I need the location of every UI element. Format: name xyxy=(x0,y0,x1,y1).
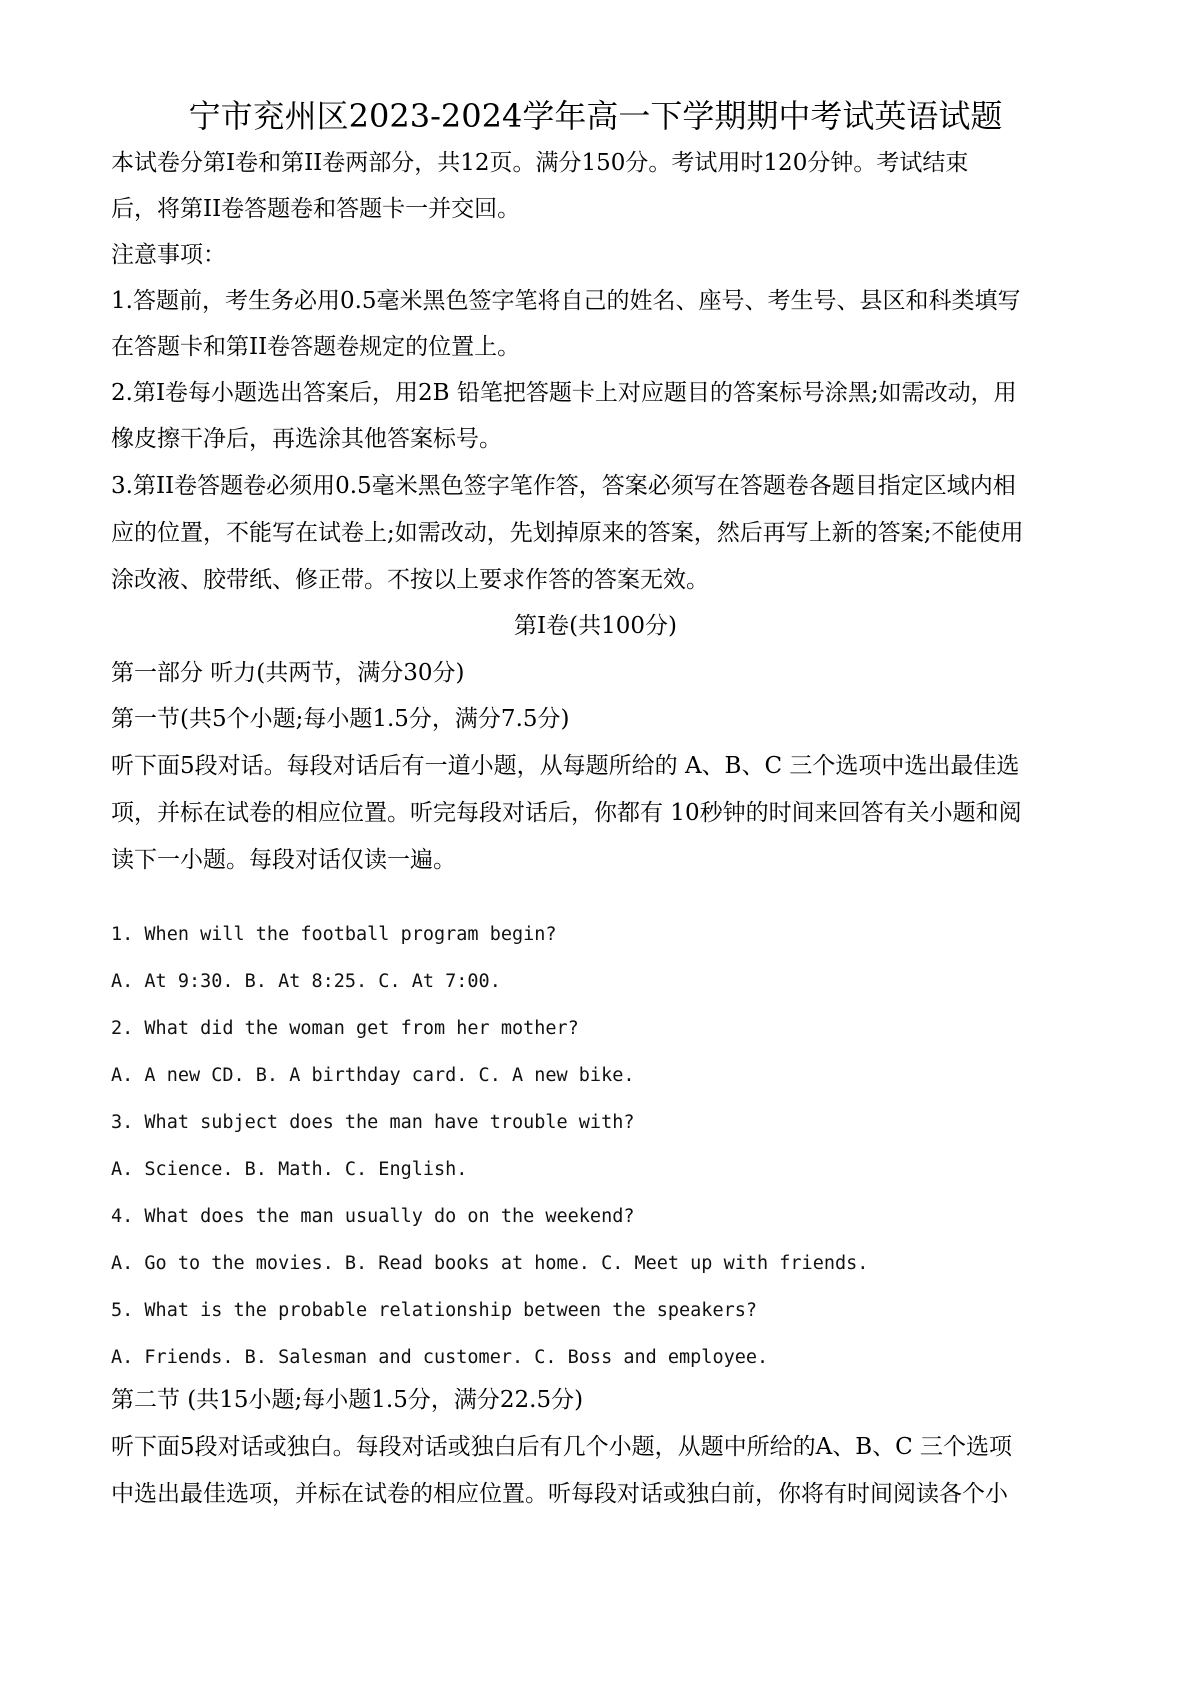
question-text: 2. What did the woman get from her mother? xyxy=(111,1018,579,1039)
section1-directions: 听下面5段对话。每段对话后有一道小题，从每题所给的 A、B、C 三个选项中选出最佳选 xyxy=(111,753,1020,779)
question-text: 1. When will the football program begin? xyxy=(111,924,557,945)
note-line: 涂改液、胶带纸、修正带。不按以上要求作答的答案无效。 xyxy=(111,567,709,593)
section1-directions: 读下一小题。每段对话仅读一遍。 xyxy=(111,847,456,873)
note-line: 橡皮擦干净后，再选涂其他答案标号。 xyxy=(111,426,502,452)
question-options: A. At 9:30. B. At 8:25. C. At 7:00. xyxy=(111,971,501,992)
section1-heading: 第一节(共5个小题;每小题1.5分，满分7.5分) xyxy=(111,706,570,732)
part1-heading: 第一部分 听力(共两节，满分30分) xyxy=(111,660,465,686)
question-options: A. Science. B. Math. C. English. xyxy=(111,1159,468,1180)
note-line: 3.第II卷答题卷必须用0.5毫米黑色签字笔作答，答案必须写在答题卷各题目指定区域内相 xyxy=(111,473,1016,499)
note-line: 应的位置，不能写在试卷上;如需改动，先划掉原来的答案，然后再写上新的答案;不能使用 xyxy=(111,520,1024,546)
section1-directions: 项，并标在试卷的相应位置。听完每段对话后，你都有 10秒钟的时间来回答有关小题和阅 xyxy=(111,800,1022,826)
intro-line: 本试卷分第I卷和第II卷两部分，共12页。满分150分。考试用时120分钟。考试结束 xyxy=(111,150,969,176)
note-line: 1.答题前，考生务必用0.5毫米黑色签字笔将自己的姓名、座号、考生号、县区和科类填写 xyxy=(111,288,1021,314)
question-text: 4. What does the man usually do on the weekend? xyxy=(111,1206,635,1227)
section2-directions: 听下面5段对话或独白。每段对话或独白后有几个小题，从题中所给的A、B、C 三个选项 xyxy=(111,1434,1013,1460)
page-title: 宁市兖州区2023-2024学年高一下学期期中考试英语试题 xyxy=(188,97,1003,135)
section2-heading: 第二节 (共15小题;每小题1.5分，满分22.5分) xyxy=(111,1387,584,1413)
volume-heading: 第I卷(共100分) xyxy=(514,613,677,639)
question-text: 5. What is the probable relationship between the speakers? xyxy=(111,1300,758,1321)
question-text: 3. What subject does the man have trouble with? xyxy=(111,1112,635,1133)
section2-directions: 中选出最佳选项，并标在试卷的相应位置。听每段对话或独白前，你将有时间阅读各个小 xyxy=(111,1481,1008,1507)
note-line: 在答题卡和第II卷答题卷规定的位置上。 xyxy=(111,334,521,360)
question-options: A. Friends. B. Salesman and customer. C. Boss and employee. xyxy=(111,1347,769,1368)
note-line: 2.第I卷每小题选出答案后，用2B 铅笔把答题卡上对应题目的答案标号涂黑;如需改动，用 xyxy=(111,380,1017,406)
question-options: A. A new CD. B. A birthday card. C. A new bike. xyxy=(111,1065,635,1086)
question-options: A. Go to the movies. B. Read books at home. C. Meet up with friends. xyxy=(111,1253,869,1274)
notes-heading: 注意事项： xyxy=(111,242,226,268)
intro-line: 后，将第II卷答题卷和答题卡一并交回。 xyxy=(111,196,521,222)
